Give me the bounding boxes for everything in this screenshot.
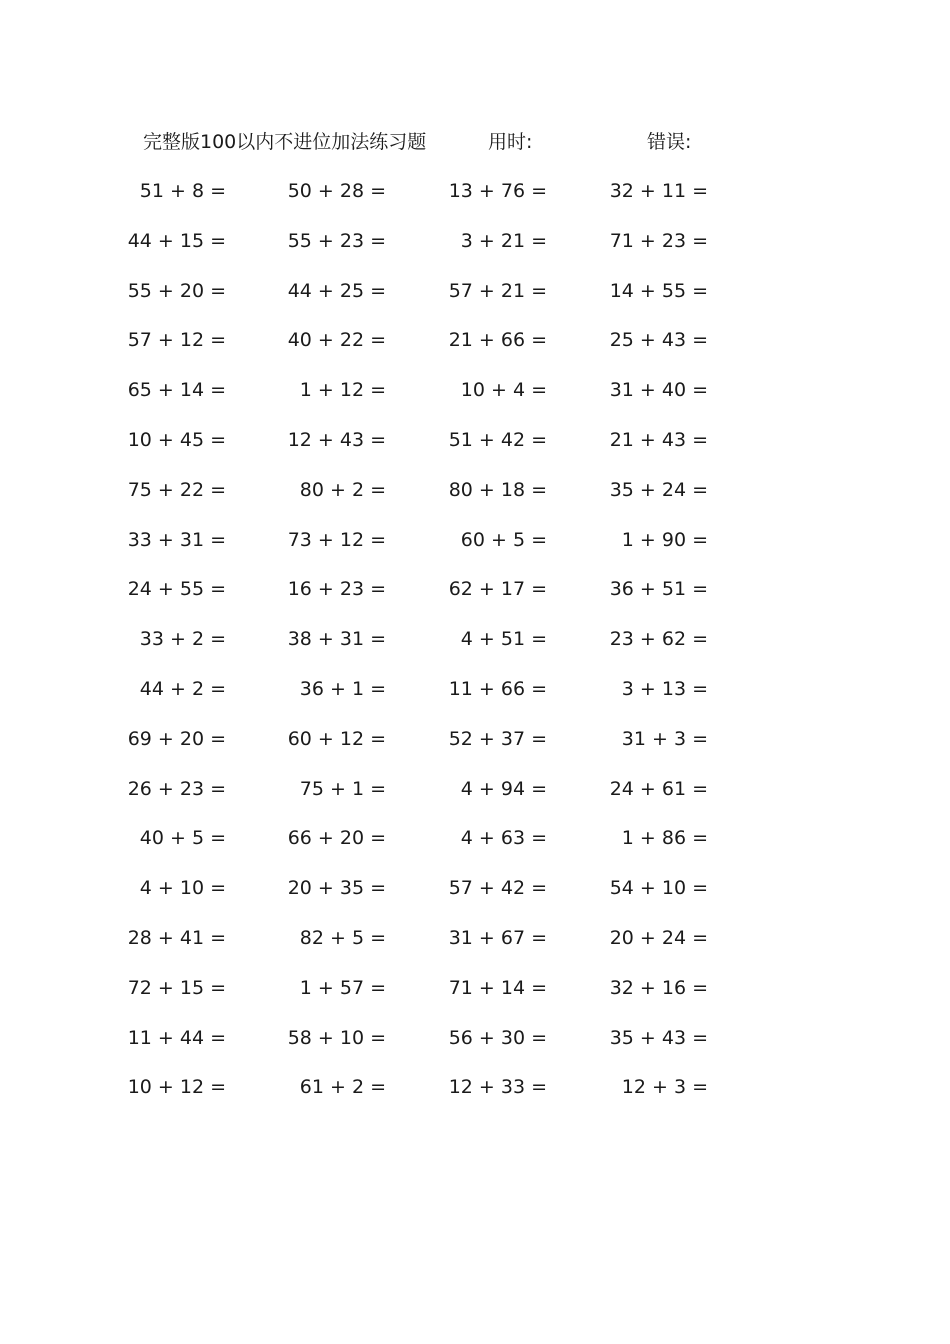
- addition-problem: 3 + 13 =: [621, 678, 708, 700]
- addition-problem: 69 + 20 =: [127, 727, 226, 750]
- addition-problem: 57 + 42 =: [448, 877, 547, 900]
- addition-problem: 16 + 23 =: [287, 578, 386, 601]
- addition-problem: 31 + 40 =: [609, 379, 708, 402]
- addition-problem: 3 + 21 =: [460, 229, 547, 252]
- addition-problem: 71 + 23 =: [609, 229, 708, 252]
- addition-problem: 75 + 22 =: [127, 478, 226, 501]
- problem-row: [0, 323, 950, 357]
- addition-problem: 1 + 90 =: [621, 528, 708, 551]
- addition-problem: 31 + 3 =: [621, 727, 708, 750]
- addition-problem: 10 + 45 =: [127, 429, 226, 451]
- addition-problem: 11 + 44 =: [127, 1026, 226, 1049]
- addition-problem: 51 + 42 =: [448, 429, 547, 451]
- addition-problem: 28 + 41 =: [127, 927, 226, 949]
- addition-problem: 51 + 8 =: [139, 180, 226, 202]
- addition-problem: 4 + 94 =: [460, 777, 547, 800]
- addition-problem: 20 + 24 =: [609, 927, 708, 949]
- addition-problem: 13 + 76 =: [448, 180, 547, 202]
- addition-problem: 4 + 10 =: [139, 877, 226, 900]
- addition-problem: 14 + 55 =: [609, 279, 708, 302]
- addition-problem: 36 + 51 =: [609, 578, 708, 601]
- addition-problem: 56 + 30 =: [448, 1026, 547, 1049]
- addition-problem: 36 + 1 =: [299, 678, 386, 700]
- addition-problem: 60 + 5 =: [460, 528, 547, 551]
- error-count-label: 错误:: [647, 131, 692, 153]
- addition-problem: 82 + 5 =: [299, 927, 386, 949]
- addition-problem: 1 + 12 =: [299, 379, 386, 402]
- addition-problem: 80 + 18 =: [448, 478, 547, 501]
- addition-problem: 52 + 37 =: [448, 727, 547, 750]
- addition-problem: 40 + 5 =: [139, 827, 226, 850]
- addition-problem: 24 + 61 =: [609, 777, 708, 800]
- addition-problem: 1 + 57 =: [299, 976, 386, 999]
- addition-problem: 75 + 1 =: [299, 777, 386, 800]
- addition-problem: 57 + 21 =: [448, 279, 547, 302]
- addition-problem: 4 + 51 =: [460, 628, 547, 651]
- addition-problem: 55 + 23 =: [287, 229, 386, 252]
- addition-problem: 44 + 25 =: [287, 279, 386, 302]
- problem-row: [0, 1021, 950, 1055]
- problem-row: [0, 821, 950, 855]
- addition-problem: 38 + 31 =: [287, 628, 386, 651]
- addition-problem: 44 + 15 =: [127, 229, 226, 252]
- problem-row: [0, 373, 950, 407]
- problem-row: [0, 921, 950, 955]
- addition-problem: 54 + 10 =: [609, 877, 708, 900]
- addition-problem: 10 + 4 =: [460, 379, 547, 402]
- addition-problem: 58 + 10 =: [287, 1026, 386, 1049]
- problem-row: [0, 971, 950, 1005]
- addition-problem: 32 + 11 =: [609, 180, 708, 202]
- addition-problem: 32 + 16 =: [609, 976, 708, 999]
- addition-problem: 61 + 2 =: [299, 1076, 386, 1099]
- problem-row: [0, 722, 950, 756]
- problem-row: [0, 473, 950, 507]
- addition-problem: 23 + 62 =: [609, 628, 708, 651]
- problem-row: [0, 174, 950, 208]
- problem-row: [0, 523, 950, 557]
- addition-problem: 35 + 24 =: [609, 478, 708, 501]
- problem-row: [0, 871, 950, 905]
- addition-problem: 31 + 67 =: [448, 927, 547, 949]
- problem-row: [0, 274, 950, 308]
- problem-row: [0, 672, 950, 706]
- addition-problem: 60 + 12 =: [287, 727, 386, 750]
- addition-problem: 1 + 86 =: [621, 827, 708, 850]
- addition-problem: 26 + 23 =: [127, 777, 226, 800]
- addition-problem: 65 + 14 =: [127, 379, 226, 402]
- addition-problem: 12 + 43 =: [287, 429, 386, 451]
- addition-problem: 33 + 31 =: [127, 528, 226, 551]
- addition-problem: 80 + 2 =: [299, 478, 386, 501]
- addition-problem: 35 + 43 =: [609, 1026, 708, 1049]
- addition-problem: 25 + 43 =: [609, 329, 708, 352]
- addition-problem: 71 + 14 =: [448, 976, 547, 999]
- problem-row: [0, 572, 950, 606]
- addition-problem: 24 + 55 =: [127, 578, 226, 601]
- addition-problem: 57 + 12 =: [127, 329, 226, 352]
- addition-problem: 12 + 33 =: [448, 1076, 547, 1099]
- addition-problem: 62 + 17 =: [448, 578, 547, 601]
- addition-problem: 73 + 12 =: [287, 528, 386, 551]
- problem-row: [0, 423, 950, 457]
- addition-problem: 12 + 3 =: [621, 1076, 708, 1099]
- addition-problem: 72 + 15 =: [127, 976, 226, 999]
- addition-problem: 10 + 12 =: [127, 1076, 226, 1099]
- addition-problem: 50 + 28 =: [287, 180, 386, 202]
- addition-problem: 40 + 22 =: [287, 329, 386, 352]
- problem-row: [0, 622, 950, 656]
- problem-row: [0, 224, 950, 258]
- problem-row: [0, 1070, 950, 1104]
- addition-problem: 4 + 63 =: [460, 827, 547, 850]
- worksheet-title: 完整版100以内不进位加法练习题: [143, 131, 427, 153]
- addition-problem: 66 + 20 =: [287, 827, 386, 850]
- problem-row: [0, 772, 950, 806]
- addition-problem: 55 + 20 =: [127, 279, 226, 302]
- addition-problem: 21 + 66 =: [448, 329, 547, 352]
- addition-problem: 11 + 66 =: [448, 678, 547, 700]
- addition-problem: 44 + 2 =: [139, 678, 226, 700]
- addition-problem: 33 + 2 =: [139, 628, 226, 651]
- time-used-label: 用时:: [488, 131, 533, 153]
- addition-problem: 21 + 43 =: [609, 429, 708, 451]
- addition-problem: 20 + 35 =: [287, 877, 386, 900]
